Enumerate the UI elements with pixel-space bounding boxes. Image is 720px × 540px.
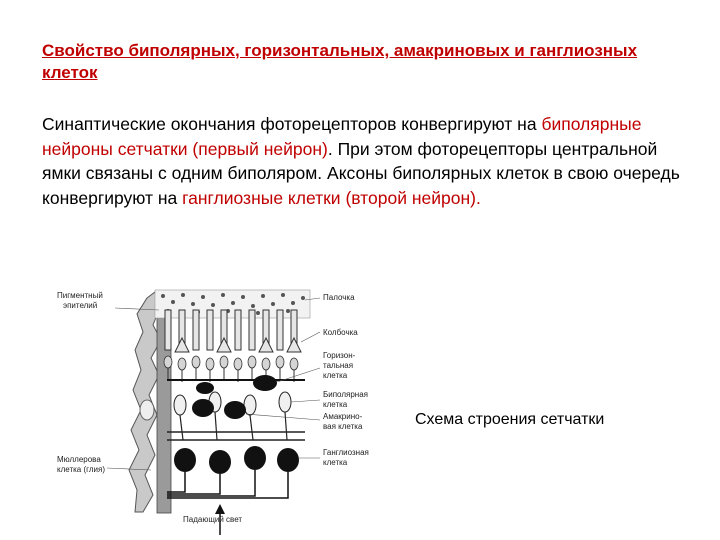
retina-diagram <box>55 280 380 540</box>
label-pigment-2: эпителий <box>63 301 98 310</box>
label-bipolar-2: клетка <box>323 400 348 409</box>
amacrine-cell <box>192 399 214 417</box>
label-rod: Палочка <box>323 293 355 302</box>
slide-title: Свойство биполярных, горизонтальных, амакриновых и ганглиозных клеток <box>42 41 638 82</box>
paragraph-highlight-ganglion: ганглиозные клетки (второй нейрон). <box>182 187 481 208</box>
ganglion-cells <box>174 446 299 474</box>
label-horizontal-2: тальная <box>323 361 354 370</box>
label-ganglion-2: клетка <box>323 458 348 467</box>
light-arrow-head <box>215 504 225 514</box>
label-horizontal-3: клетка <box>323 371 348 380</box>
label-incoming-light: Падающий свет <box>183 515 243 524</box>
amacrine-cell <box>224 401 246 419</box>
paragraph-part-3: . При этом фоторецепторы центральной ямки связаны с одним биполяром. Аксоны биполярных клеток в свою очередь конвергируют на <box>42 138 680 208</box>
label-muller-2: клетка (глия) <box>57 465 105 474</box>
label-muller-1: Мюллерова <box>57 455 101 464</box>
horizontal-cell <box>196 382 214 394</box>
inner-plexiform-layer <box>167 432 305 440</box>
slide-body-paragraph <box>42 112 692 210</box>
label-pigment-1: Пигментный <box>57 291 103 300</box>
paragraph-part-1: Синаптические окончания фоторецепторов конвергируют на <box>42 114 542 134</box>
label-horizontal-1: Горизон- <box>323 351 356 360</box>
horizontal-cell <box>253 375 277 391</box>
paragraph-highlight-bipolar: биполярные нейроны сетчатки (первый нейрон) <box>42 114 642 159</box>
muller-cell-body <box>140 400 154 420</box>
label-ganglion-1: Ганглиозная <box>323 448 369 457</box>
diagram-caption: Схема строения сетчатки <box>415 411 605 428</box>
label-amacrine-1: Амакрино- <box>323 412 363 421</box>
label-bipolar-1: Биполярная <box>323 390 368 399</box>
photoreceptor-bodies <box>164 356 298 370</box>
label-amacrine-2: вая клетка <box>323 422 363 431</box>
ganglion-axons <box>167 470 288 498</box>
label-cone: Колбочка <box>323 328 358 337</box>
